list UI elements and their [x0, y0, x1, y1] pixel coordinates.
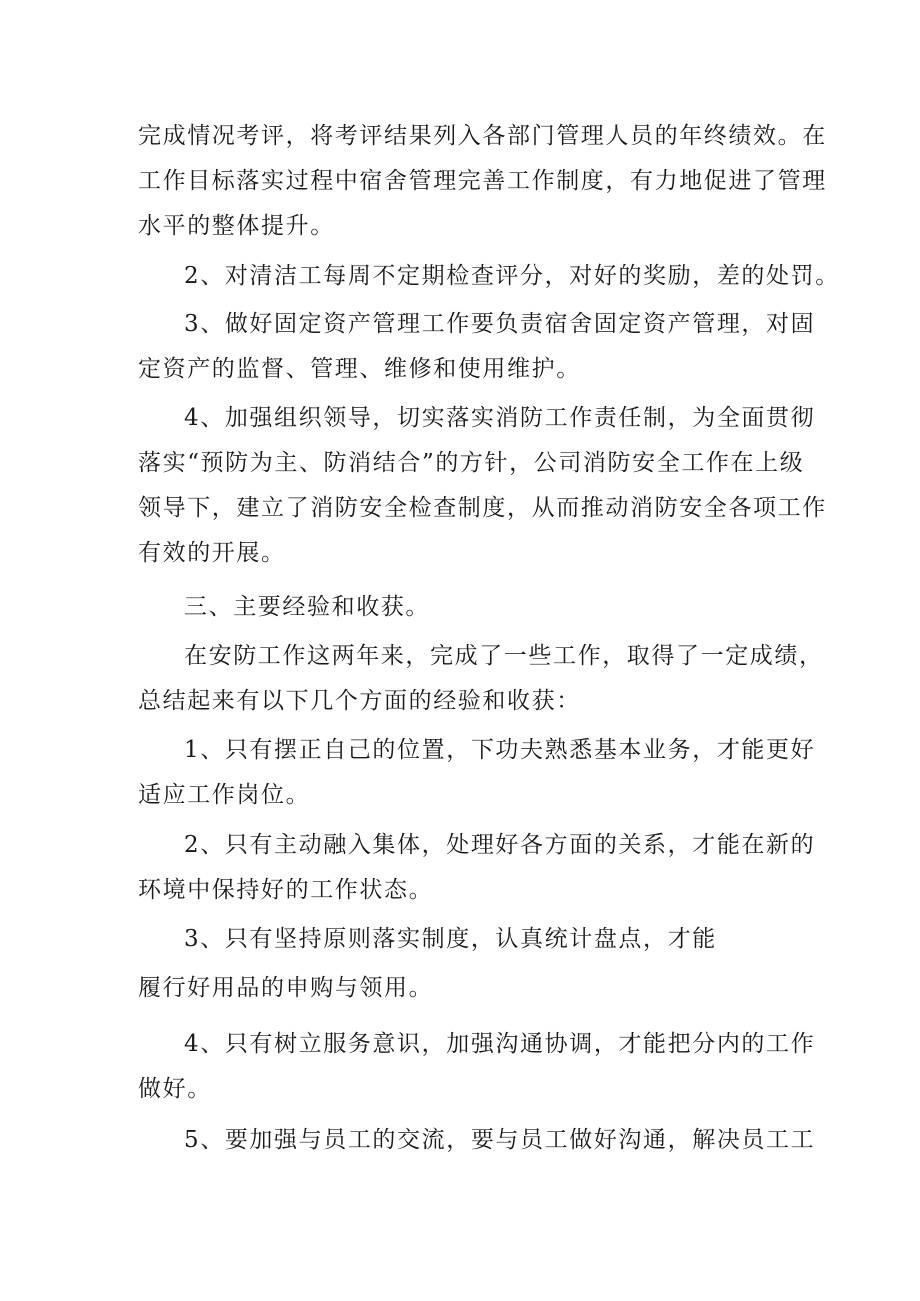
text-line: 履行好用品的申购与领用。: [138, 975, 434, 1001]
paragraph-experience-3: [138, 917, 798, 1011]
text-line: 环境中保持好的工作状态。: [138, 877, 434, 903]
paragraph-item-3-fixed-assets: [138, 302, 816, 392]
paragraph-experience-2: [138, 823, 816, 913]
paragraph-performance-evaluation: [138, 114, 827, 249]
text-line: 4、只有树立服务意识，加强沟通协调，才能把分内的工作: [184, 1031, 816, 1057]
section-heading-experience: [138, 585, 798, 630]
text-line: 总结起来有以下几个方面的经验和收获：: [138, 688, 581, 714]
text-line: 工作目标落实过程中宿舍管理完善工作制度，有力地促进了管理: [138, 168, 827, 194]
text-line: 做好。: [138, 1076, 212, 1102]
text-line: 水平的整体提升。: [138, 213, 335, 239]
text-line: 有效的开展。: [138, 540, 286, 566]
paragraph-item-2-cleaning: [138, 254, 840, 299]
text-line: 3、做好固定资产管理工作要负责宿舍固定资产管理，对固: [184, 311, 816, 337]
text-line: 3、只有坚持原则落实制度，认真统计盘点，才能: [184, 926, 717, 952]
paragraph-experience-4: [138, 1022, 816, 1112]
text-line: 2、对清洁工每周不定期检查评分，对好的奖励，差的处罚。: [184, 263, 840, 289]
paragraph-experience-1: [138, 728, 816, 818]
paragraph-experience-5: [138, 1118, 816, 1163]
text-line: 定资产的监督、管理、维修和使用维护。: [138, 356, 581, 382]
text-line: 完成情况考评，将考评结果列入各部门管理人员的年终绩效。在: [138, 123, 827, 149]
text-line: 1、只有摆正自己的位置，下功夫熟悉基本业务，才能更好: [184, 737, 816, 763]
text-line: 在安防工作这两年来，完成了一些工作，取得了一定成绩，: [184, 643, 824, 669]
text-line: 落实“预防为主、防消结合”的方针，公司消防安全工作在上级: [138, 450, 805, 476]
text-line: 2、只有主动融入集体，处理好各方面的关系，才能在新的: [184, 832, 816, 858]
text-line: 4、加强组织领导，切实落实消防工作责任制，为全面贯彻: [184, 405, 816, 431]
text-line: 适应工作岗位。: [138, 782, 311, 808]
text-line: 领导下，建立了消防安全检查制度，从而推动消防安全各项工作: [138, 495, 827, 521]
paragraph-experience-intro: [138, 634, 824, 724]
text-line: 三、主要经验和收获。: [184, 594, 430, 620]
text-line: 5、要加强与员工的交流，要与员工做好沟通，解决员工工: [184, 1127, 816, 1153]
paragraph-item-4-fire-safety: [138, 396, 827, 576]
